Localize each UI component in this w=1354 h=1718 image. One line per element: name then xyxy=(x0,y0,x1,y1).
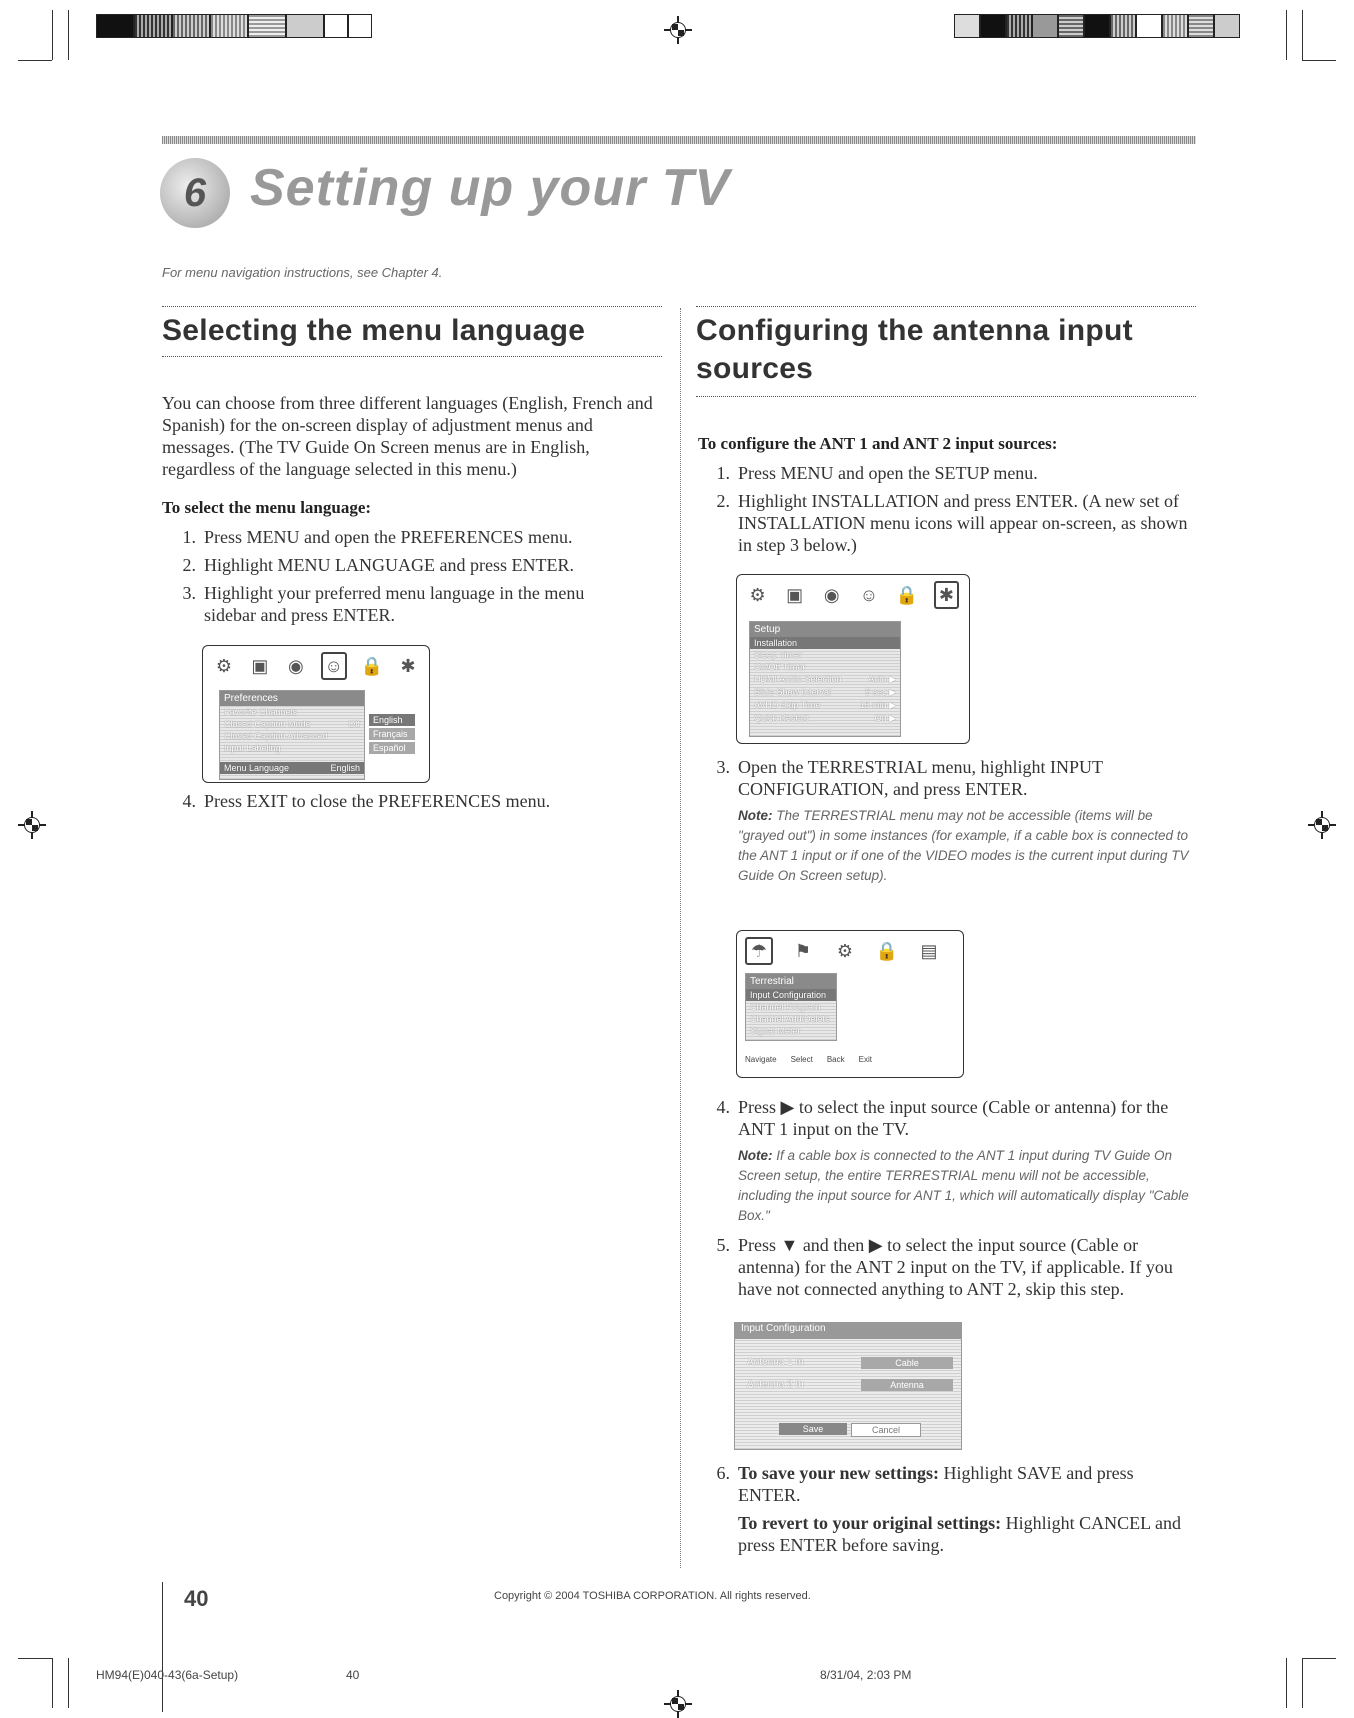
terrestrial-screenshot xyxy=(736,930,964,1078)
applications-icon: ✱ xyxy=(400,655,416,676)
list-item xyxy=(706,490,1196,556)
lock-icon: 🔒 xyxy=(360,655,384,676)
crop-mark xyxy=(18,60,52,61)
crop-mark xyxy=(68,10,69,60)
list-item xyxy=(706,1096,1196,1140)
step-number: 3. xyxy=(182,583,196,603)
step-number: 2. xyxy=(182,555,196,575)
menu-row: Signal Meter xyxy=(750,1026,801,1036)
list-item xyxy=(706,1462,1196,1506)
section-rule xyxy=(162,356,662,357)
step-text: Press EXIT to close the PREFERENCES menu. xyxy=(204,791,551,811)
footer-rule xyxy=(162,1582,163,1712)
step-text: Highlight your preferred menu language in the menu sidebar and press ENTER. xyxy=(204,583,585,625)
note-label: Note: xyxy=(738,1148,773,1163)
sidebar-option: Español xyxy=(369,742,415,754)
menu-row-selected: Installation xyxy=(750,637,900,649)
menu-row: Channel Add/Delete xyxy=(750,1014,831,1024)
list-item xyxy=(706,756,1196,800)
menu-row: Closed Caption Advanced xyxy=(224,731,328,741)
nav-navigate: Navigate xyxy=(745,1055,777,1064)
step-number: 1. xyxy=(182,527,196,547)
preferences-menu xyxy=(219,690,365,780)
save-button: Save xyxy=(779,1423,847,1435)
chapter-number-badge: 6 xyxy=(160,158,230,228)
setup-menu xyxy=(749,621,901,737)
satellite-icon: ⚑ xyxy=(794,940,812,961)
step-text: Highlight MENU LANGUAGE and press ENTER. xyxy=(204,555,574,575)
antenna-1-value: Cable xyxy=(861,1357,953,1369)
menu-row: On/Off Timer xyxy=(754,662,806,672)
list-item xyxy=(706,1234,1196,1300)
audio-icon: ◉ xyxy=(823,584,840,605)
copyright: Copyright © 2004 TOSHIBA CORPORATION. All rights reserved. xyxy=(494,1590,811,1602)
crop-mark xyxy=(1302,1658,1336,1659)
note xyxy=(738,1146,1196,1226)
sidebar-option: English xyxy=(369,714,415,726)
input-configuration-screenshot xyxy=(734,1322,962,1450)
applications-icon: ✱ xyxy=(934,581,959,609)
antenna-1-label: Antenna 1 In xyxy=(747,1357,804,1368)
left-steps xyxy=(172,526,622,632)
chapter-rule xyxy=(162,136,1196,144)
crop-mark xyxy=(52,10,53,60)
menu-row: HDMI Audio Selection Auto ▶ xyxy=(754,674,896,684)
note-text: If a cable box is connected to the ANT 1 input during TV Guide On Screen setup, the entire TERRESTRIAL menu will not be accessible, including the input source for ANT 1, which will automatically display "Cable Box." xyxy=(738,1148,1189,1223)
crop-mark xyxy=(1286,10,1287,60)
column-divider xyxy=(680,308,681,1568)
menu-title: Preferences xyxy=(220,691,364,706)
list-item xyxy=(172,582,622,626)
chapter-subnote: For menu navigation instructions, see Chapter 4. xyxy=(162,265,443,280)
step-number: 1. xyxy=(716,463,730,483)
step-number: 6. xyxy=(716,1463,730,1483)
picture-icon: ▣ xyxy=(251,655,269,676)
crop-mark xyxy=(1302,1658,1303,1708)
menu-row: Sleep Timer xyxy=(754,650,803,660)
step-bold: To save your new settings: xyxy=(738,1463,940,1483)
left-steps-cont xyxy=(172,790,622,818)
slug-file: HM94(E)040-43(6a-Setup) xyxy=(96,1668,239,1682)
nav-back: Back xyxy=(826,1055,845,1064)
page-number: 40 xyxy=(184,1586,209,1611)
step-text: Press ▶ to select the input source (Cable or antenna) for the ANT 1 input on the TV. xyxy=(738,1097,1169,1139)
list-item xyxy=(172,526,622,548)
antenna-icon: ⚙ xyxy=(836,940,854,961)
right-subheading: To configure the ANT 1 and ANT 2 input sources: xyxy=(698,434,1058,453)
menu-row: Quick Restart On ▶ xyxy=(754,713,896,723)
section-rule xyxy=(696,306,1196,307)
step-number: 5. xyxy=(716,1235,730,1255)
menu-row: Favorite Channels xyxy=(224,707,298,717)
step-text: Highlight SAVE and press ENTER. xyxy=(738,1463,1134,1505)
crop-mark xyxy=(1286,1658,1287,1708)
list-item xyxy=(706,462,1196,484)
right-steps-6 xyxy=(706,1462,1196,1562)
right-heading xyxy=(696,312,1133,388)
preferences-icon: ☺ xyxy=(321,652,347,680)
crop-mark xyxy=(68,1658,69,1708)
step-text: Open the TERRESTRIAL menu, highlight INPUT CONFIGURATION, and press ENTER. xyxy=(738,757,1103,799)
picture-icon: ▣ xyxy=(786,584,804,605)
dialog-title: Input Configuration xyxy=(735,1323,962,1339)
right-steps xyxy=(706,462,1196,562)
antenna-2-label: Antenna 2 In xyxy=(747,1379,804,1390)
setup-screenshot xyxy=(736,574,970,744)
step-text: Press MENU and open the SETUP menu. xyxy=(738,463,1038,483)
terrestrial-menu xyxy=(745,973,837,1041)
list-item xyxy=(172,554,622,576)
menu-row: Slide Show Interval 5 sec ▶ xyxy=(754,687,896,697)
lock-icon: 🔒 xyxy=(875,940,899,961)
menu-row: Closed Caption Mode Off xyxy=(224,719,360,729)
crop-mark xyxy=(52,1658,53,1708)
sidebar-option: Français xyxy=(369,728,415,740)
step-text: Press MENU and open the PREFERENCES menu. xyxy=(204,527,573,547)
right-heading-line1: Configuring the antenna input xyxy=(696,314,1133,347)
nav-select: Select xyxy=(790,1055,813,1064)
left-intro: You can choose from three different languages (English, French and Spanish) for the on-screen display of adjustment menus and messages. (The TV Guide On Screen menus are in English, regardless of the language selected in this menu.) xyxy=(162,393,653,479)
chapter-title: Setting up your TV xyxy=(250,159,731,217)
lock-icon: 🔒 xyxy=(895,584,918,605)
step-number: 2. xyxy=(716,491,730,511)
right-steps-4 xyxy=(706,1096,1196,1306)
menu-row: Input Labeling xyxy=(224,743,281,753)
preferences-screenshot xyxy=(202,645,430,783)
menu-row-selected: Input Configuration xyxy=(746,989,836,1001)
step-number: 4. xyxy=(182,791,196,811)
crop-mark xyxy=(18,1658,52,1659)
step-text: Press ▼ and then ▶ to select the input source (Cable or antenna) for the ANT 2 input on the TV, if applicable. If you have not connected anything to ANT 2, skip this step. xyxy=(738,1235,1173,1299)
revert-bold: To revert to your original settings: xyxy=(738,1513,1002,1533)
antenna-2-value: Antenna xyxy=(861,1379,953,1391)
audio-icon: ◉ xyxy=(287,655,304,676)
nav-exit: Exit xyxy=(858,1055,872,1064)
right-steps-3 xyxy=(706,756,1196,886)
registration-mark-icon xyxy=(664,1690,692,1718)
cancel-button: Cancel xyxy=(851,1423,921,1437)
revert-text: Highlight CANCEL and press ENTER before saving. xyxy=(738,1513,1181,1555)
registration-mark-icon xyxy=(18,811,46,839)
note-label: Note: xyxy=(738,808,773,823)
slug-date: 8/31/04, 2:03 PM xyxy=(820,1668,912,1682)
menu-row: Channel Program xyxy=(750,1002,821,1012)
menu-row-selected: Menu Language English xyxy=(220,762,364,774)
step-text: Highlight INSTALLATION and press ENTER. (A new set of INSTALLATION menu icons will appear on-screen, as shown in step 3 below.) xyxy=(738,491,1188,555)
crop-mark xyxy=(1302,60,1336,61)
setup-icon: ⚙ xyxy=(749,584,766,605)
list-item xyxy=(172,790,622,812)
registration-mark-icon xyxy=(1308,811,1336,839)
preferences-icon: ☺ xyxy=(859,584,879,605)
note-text: The TERRESTRIAL menu may not be accessible (items will be "grayed out") in some instances (for example, if a cable box is connected to the ANT 1 input or if one of the VIDEO modes is the current input during TV Guide On Screen setup). xyxy=(738,808,1189,883)
terrestrial-icon: ☂ xyxy=(745,937,773,965)
crop-mark xyxy=(1302,10,1303,60)
nav-legend xyxy=(745,1055,872,1064)
step-number: 4. xyxy=(716,1097,730,1117)
list-item xyxy=(706,1512,1196,1556)
step-number: 3. xyxy=(716,757,730,777)
right-heading-line2: sources xyxy=(696,352,814,385)
color-bar-right xyxy=(954,14,1240,36)
slug-page: 40 xyxy=(346,1668,360,1682)
section-rule xyxy=(696,396,1196,397)
menu-title: Terrestrial xyxy=(746,974,836,989)
note xyxy=(738,806,1196,886)
left-subheading: To select the menu language: xyxy=(162,498,372,517)
setup-icon: ⚙ xyxy=(215,655,233,676)
menu-row: AVHD Skip Time 15 min ▶ xyxy=(754,700,896,710)
applications-icon: ▤ xyxy=(920,940,938,961)
left-heading: Selecting the menu language xyxy=(162,314,586,347)
menu-title: Setup xyxy=(750,622,900,637)
section-rule xyxy=(162,306,662,307)
registration-mark-icon xyxy=(664,16,692,44)
color-bar-left xyxy=(96,14,372,36)
